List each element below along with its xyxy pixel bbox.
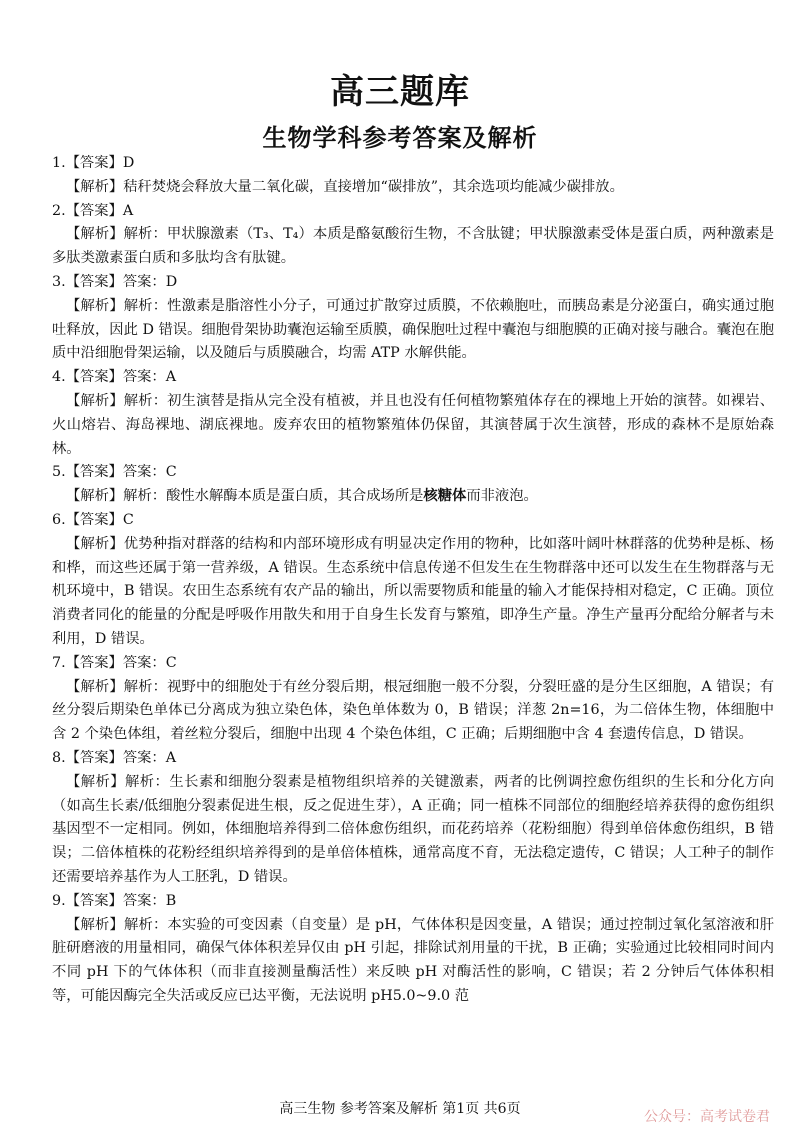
page-title: 高三题库 bbox=[330, 72, 470, 112]
answer-line: 9.【答案】答案：B bbox=[52, 892, 177, 909]
answer-line: 4.【答案】答案：A bbox=[52, 369, 177, 386]
explanation-text: 【解析】秸秆焚烧会释放大量二氧化碳，直接增加“碳排放”，其余选项均能减少碳排放。 bbox=[66, 178, 624, 195]
question-item bbox=[52, 652, 774, 747]
explanation-text: 【解析】解析：视野中的细胞处于有丝分裂后期，根冠细胞一般不分裂，分裂旺盛的是分生区细胞，A 错误；有丝分裂后期染色单体已分离成为独立染色体，染色单体数为 0，B 错误；洋葱 2n=16，为二倍体生物，体细胞中含 2 个染色体组，着丝粒分裂后，细胞中出现 4 个染色体组，C 正确；后期细胞中含 4 套遗传信息，D 错误。 bbox=[52, 678, 774, 743]
answer-line: 7.【答案】答案：C bbox=[52, 654, 177, 671]
watermark: 公众号：高考试卷君 bbox=[644, 1109, 770, 1125]
explanation-text: 【解析】解析：生长素和细胞分裂素是植物组织培养的关键激素，两者的比例调控愈伤组织的生长和分化方向（如高生长素/低细胞分裂素促进生根，反之促进生芽），A 正确；同一植株不同部位的细胞经培养获得的愈伤组织基因型不一定相同。例如，体细胞培养得到二倍体愈伤组织，而花药培养（花粉细胞）得到单倍体愈伤组织，B 错误；二倍体植株的花粉经组织培养得到的是单倍体植株，通常高度不育，无法稳定遗传，C 错误；人工种子的制作还需要培养基作为人工胚乳，D 错误。 bbox=[52, 773, 774, 885]
question-item bbox=[52, 200, 774, 271]
bold-keyword: 核糖体 bbox=[423, 488, 467, 505]
explanation-text: 【解析】解析：初生演替是指从完全没有植被，并且也没有任何植物繁殖体存在的裸地上开始的演替。如裸岩、火山熔岩、海岛裸地、湖底裸地。废弃农田的植物繁殖体仍保留，其演替属于次生演替，形成的森林不是原始森林。 bbox=[52, 392, 774, 457]
page-subtitle: 生物学科参考答案及解析 bbox=[262, 124, 538, 152]
explanation-segment: 而非液泡。 bbox=[466, 488, 538, 505]
answer-line: 6.【答案】C bbox=[52, 511, 134, 528]
question-item bbox=[52, 152, 774, 200]
explanation-text: 【解析】解析：甲状腺激素（T₃、T₄）本质是酪氨酸衍生物，不含肽键；甲状腺激素受体是蛋白质，两种激素是多肽类激素蛋白质和多肽均含有肽键。 bbox=[52, 226, 774, 267]
answer-line: 1.【答案】D bbox=[52, 155, 135, 171]
question-item bbox=[52, 509, 774, 652]
answer-line: 2.【答案】A bbox=[52, 202, 134, 219]
explanation-text: 【解析】解析：性激素是脂溶性小分子，可通过扩散穿过质膜，不依赖胞吐，而胰岛素是分泌蛋白，确实通过胞吐释放，因此 D 错误。细胞骨架协助囊泡运输至质膜，确保胞吐过程中囊泡与细胞膜的正确对接与融合。囊泡在胞质中沿细胞骨架运输，以及随后与质膜融合，均需 ATP 水解供能。 bbox=[52, 297, 774, 362]
answer-line: 8.【答案】答案：A bbox=[52, 749, 177, 766]
question-list bbox=[52, 152, 774, 1009]
answer-line: 5.【答案】答案：C bbox=[52, 464, 177, 481]
explanation-text bbox=[52, 485, 774, 509]
explanation-text: 【解析】解析：本实验的可变因素（自变量）是 pH，气体体积是因变量，A 错误；通过控制过氧化氢溶液和肝脏研磨液的用量相同，确保气体体积差异仅由 pH 引起，排除试剂用量的干扰，B 正确；实验通过比较相同时间内不同 pH 下的气体体积（而非直接测量酶活性）来反映 pH 对酶活性的影响，C 错误；若 2 分钟后气体体积相等，可能因酶完全失活或反应已达平衡，无法说明 pH5.0~9.0 范 bbox=[52, 916, 774, 1004]
question-item bbox=[52, 366, 774, 461]
page-footer: 高三生物 参考答案及解析 第1页 共6页 bbox=[279, 1101, 521, 1117]
question-item bbox=[52, 271, 774, 366]
question-item bbox=[52, 461, 774, 509]
question-item bbox=[52, 747, 774, 890]
answer-line: 3.【答案】答案：D bbox=[52, 273, 178, 290]
explanation-segment: 【解析】解析：酸性水解酶本质是蛋白质，其合成场所是 bbox=[66, 488, 424, 505]
question-item bbox=[52, 890, 774, 1009]
explanation-text: 【解析】优势种指对群落的结构和内部环境形成有明显决定作用的物种，比如落叶阔叶林群落的优势种是栎、杨和桦，而这些还属于第一营养级，A 错误。生态系统中信息传递不但发生在生物群落中还可以发生在生物群落与无机环境中，B 错误。农田生态系统有农产品的输出，所以需要物质和能量的输入才能保持相对稳定，C 正确。顶位消费者同化的能量的分配是呼吸作用散失和用于自身生长发育与繁殖，即净生产量。净生产量再分配给分解者与未利用，D 错误。 bbox=[52, 535, 774, 647]
